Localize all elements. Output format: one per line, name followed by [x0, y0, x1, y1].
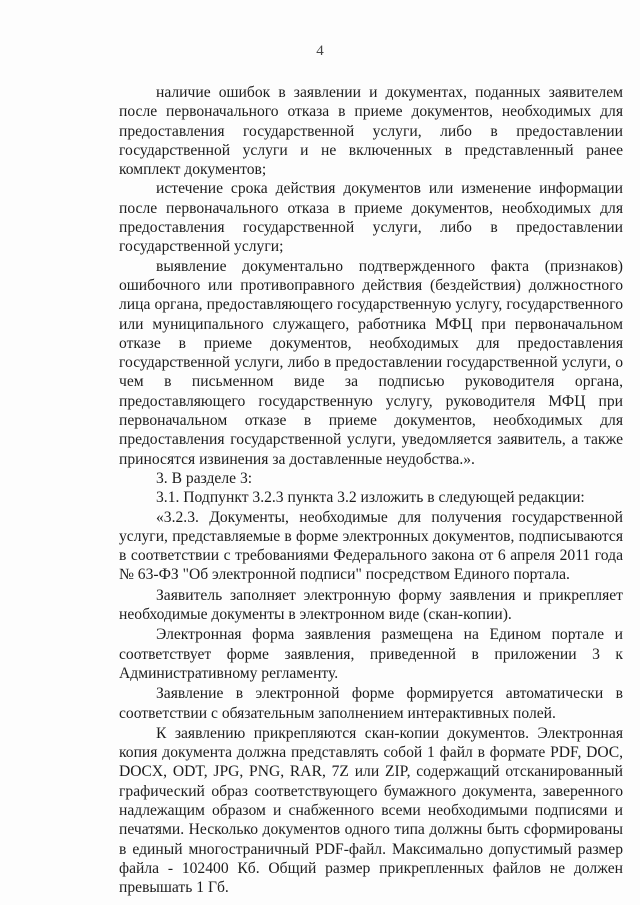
paragraph: 3.1. Подпункт 3.2.3 пункта 3.2 изложить в следующей редакции: — [156, 489, 585, 507]
paragraph: истечение срока действия документов или изменение информации после первоначального отказа в приеме документов, необходимых для предоставления государственной услуги, либо в предоставлении государственной услуги; — [119, 180, 623, 256]
paragraph: Заявитель заполняет электронную форму заявления и прикрепляет необходимые документы в электронном виде (скан-копии). — [119, 586, 623, 624]
paragraph: 3. В разделе 3: — [156, 469, 253, 487]
paragraph: Заявление в электронной форме формируется автоматически в соответствии с обязательным заполнением интерактивных полей. — [119, 685, 623, 722]
paragraph: наличие ошибок в заявлении и документах, поданных заявителем после первоначального отказа в приеме документов, необходимых для предоставления государственной услуги, либо в предоставлении государственной услуги и не включенных в представленный ранее комплект документов; — [119, 84, 623, 179]
paragraph: выявление документально подтвержденного факта (признаков) ошибочного или противоправного действия (бездействия) должностного лица органа, предоставляющего государственную услугу, государственного или муниципального служащего, работника МФЦ при первоначальном отказе в приеме документов, необходимых для предоставления государственной услуги, либо в предоставлении государственной услуги, о чем в письменном виде за подписью руководителя органа, предоставляющего государственную услугу, руководителя МФЦ при первоначальном отказе в приеме документов, необходимых для предоставления государственной услуги, уведомляется заявитель, а также приносятся извинения за доставленные неудобства.». — [119, 257, 623, 468]
paragraph: Электронная форма заявления размещена на Едином портале и соответствует форме заявления, приведенной в приложении 3 к Административному регламенту. — [119, 626, 623, 682]
paragraph: «3.2.3. Документы, необходимые для получения государственной услуги, представляемые в форме электронных документов, подписываются в соответствии с требованиями Федерального закона от 6 апреля 2011 года № 63-ФЗ "Об электронной подписи" посредством Единого портала. — [119, 508, 623, 584]
paragraph: К заявлению прикрепляются скан-копии документов. Электронная копия документа должна представлять собой 1 файл в формате PDF, DOC, DOCX, ODT, JPG, PNG, RAR, 7Z или ZIP, содержащий отсканированный графический образ соответствующего бумажного документа, заверенного надлежащим образом и снабженного всеми необходимыми подписями и печатями. Несколько документов одного типа должны быть сформированы в единый многостраничный PDF-файл. Максимально допустимый размер файла - 102400 Кб. Общий размер прикрепленных файлов не должен превышать 1 Гб. — [119, 724, 623, 897]
document-body — [119, 83, 623, 897]
page-number: 4 — [316, 43, 324, 59]
